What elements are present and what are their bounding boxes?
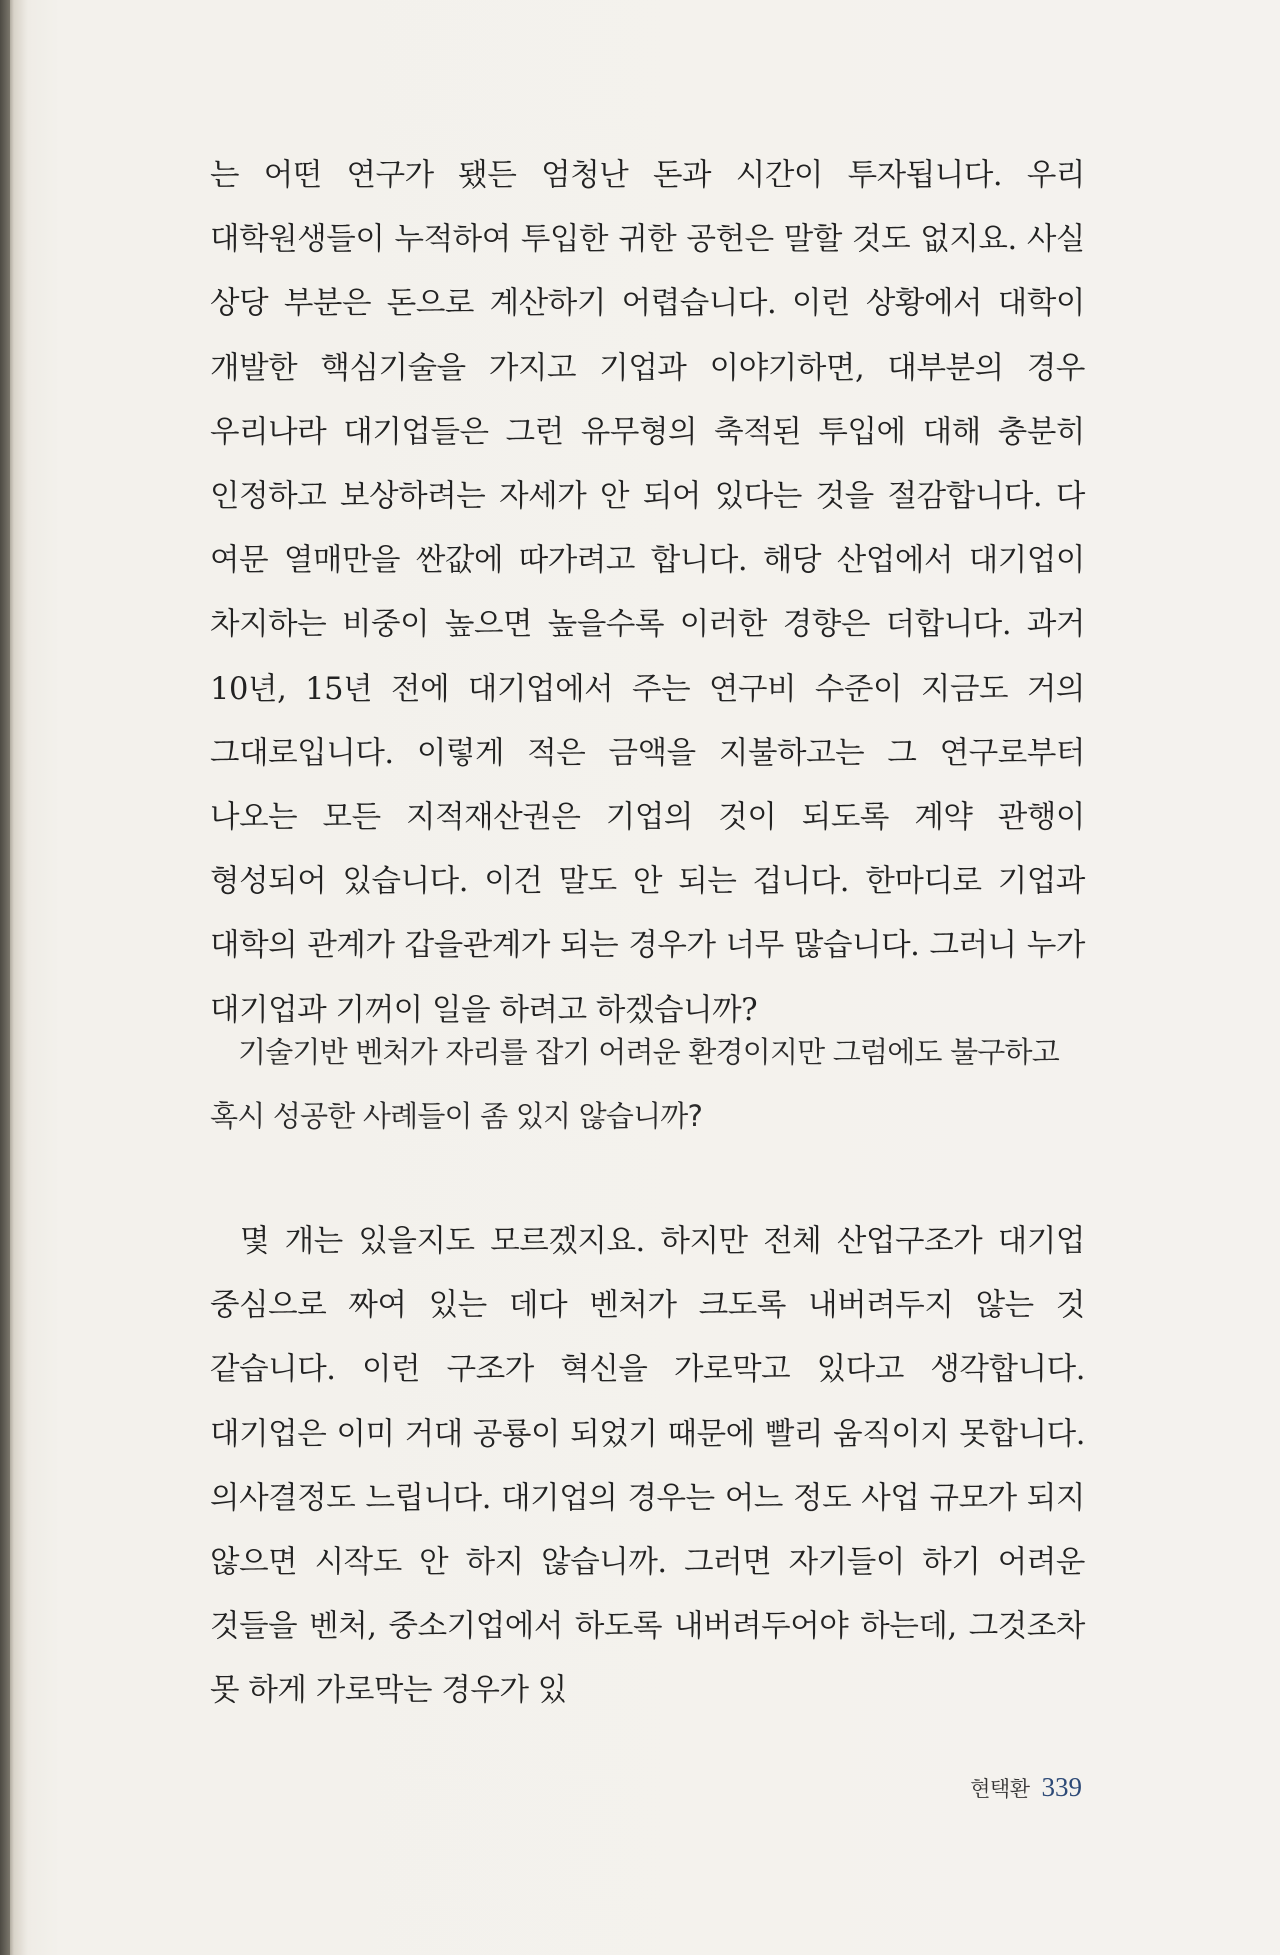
page-number: 339 [1041,1772,1082,1802]
page-footer [970,1772,1082,1803]
interview-question: 기술기반 벤처가 자리를 잡기 어려운 환경이지만 그럼에도 불구하고 혹시 성공한 사례들이 좀 있지 않습니까? [210,1035,1059,1133]
footer-author: 현택환 [970,1777,1030,1801]
interview-answer: 몇 개는 있을지도 모르겠지요. 하지만 전체 산업구조가 대기업 중심으로 짜여 있는 데다 벤처가 크도록 내버려두지 않는 것 같습니다. 이런 구조가 혁신을 가로막고 있다고 생각합니다. 대기업은 이미 거대 공룡이 되었기 때문에 빨리 움직이지 못합니다. 의사결정도 느립니다. 대기업의 경우는 어느 정도 사업 규모가 되지 않으면 시작도 안 하지 않습니까. 그러면 자기들이 하기 어려운 것들을 벤처, 중소기업에서 하도록 내버려두어야 하는데, 그것조차 못 하게 가로막는 경우가 있 [210,1224,1085,1709]
book-spine-shadow [0,0,10,1955]
paragraph-top: 는 어떤 연구가 됐든 엄청난 돈과 시간이 투자됩니다. 우리 대학원생들이 누적하여 투입한 귀한 공헌은 말할 것도 없지요. 사실 상당 부분은 돈으로 계산하기 어렵습니다. 이런 상황에서 대학이 개발한 핵심기술을 가지고 기업과 이야기하면, 대부분의 경우 우리나라 대기업들은 그런 유무형의 축적된 투입에 대해 충분히 인정하고 보상하려는 자세가 안 되어 있다는 것을 절감합니다. 다 여문 열매만을 싼값에 따가려고 합니다. 해당 산업에서 대기업이 차지하는 비중이 높으면 높을수록 이러한 경향은 더합니다. 과거 10년, 15년 전에 대기업에서 주는 연구비 수준이 지금도 거의 그대로입니다. 이렇게 적은 금액을 지불하고는 그 연구로부터 나오는 모든 지적재산권은 기업의 것이 되도록 계약 관행이 형성되어 있습니다. 이건 말도 안 되는 겁니다. 한마디로 기업과 대학의 관계가 갑을관계가 되는 경우가 너무 많습니다. 그러니 누가 대기업과 기꺼이 일을 하려고 하겠습니까? [210,158,1085,1028]
body-paragraph-continued [210,144,1085,1043]
